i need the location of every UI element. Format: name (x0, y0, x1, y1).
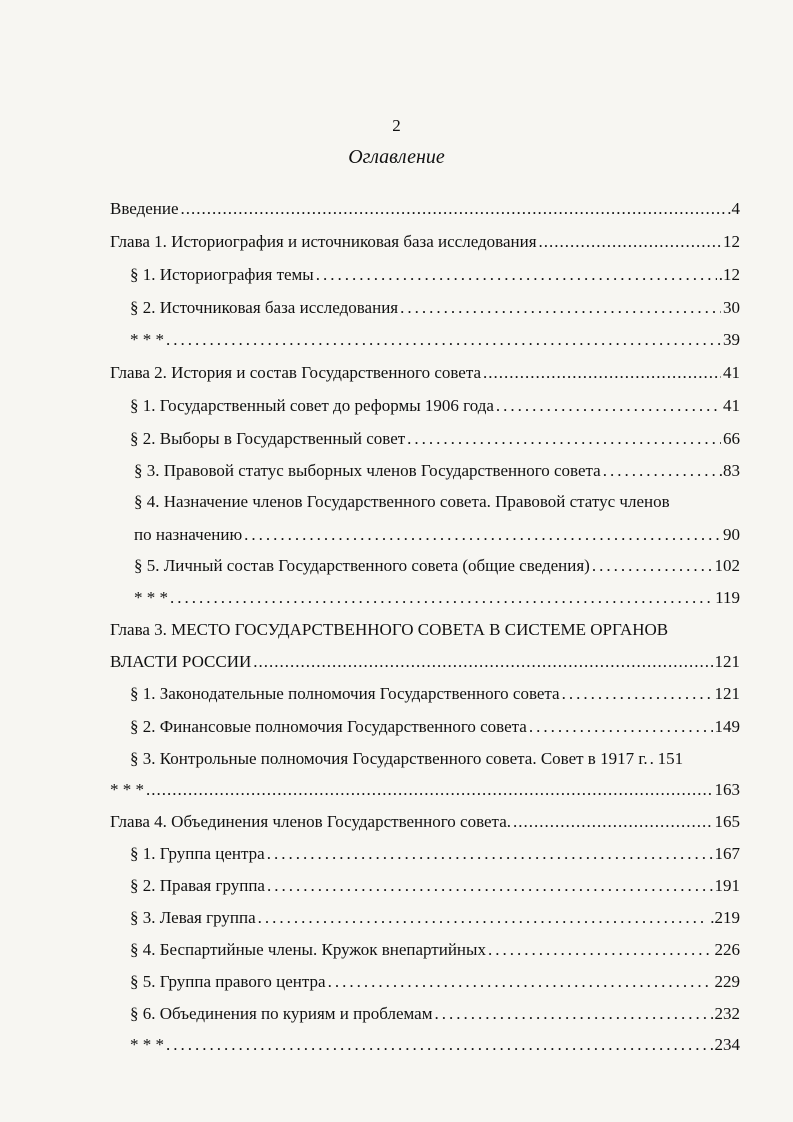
toc-entry-section (130, 875, 740, 897)
toc-entry-section (130, 1003, 740, 1025)
dot-leader (328, 971, 713, 993)
dot-leader (400, 297, 721, 319)
toc-entry-page: .219 (710, 908, 740, 927)
toc-entry-label: Глава 2. История и состав Государственного совета (110, 363, 482, 382)
toc-entry-label: § 1. Группа центра (130, 844, 265, 863)
toc-entry-label: * * * (130, 330, 164, 349)
toc-entry-introduction (110, 198, 740, 220)
dot-leader (316, 264, 717, 286)
toc-entry-label: * * * (130, 1035, 164, 1054)
toc-entry-chapter-3 (110, 619, 740, 641)
toc-entry-page: 90 (723, 525, 740, 544)
toc-entry-label: § 2. Источниковая база исследования (130, 298, 399, 317)
dot-leader (592, 555, 713, 577)
toc-entry-page: 226 (714, 940, 740, 959)
toc-entry-section-continuation (134, 524, 740, 546)
toc-entry-section (130, 843, 740, 865)
toc-entry-section (130, 907, 740, 929)
toc-entry-label: § 5. Группа правого центра (130, 972, 326, 991)
toc-entry-page: .12 (718, 265, 740, 284)
toc-entry-label: § 1. Историография темы (130, 265, 314, 284)
toc-entry-page: 66 (723, 429, 740, 448)
toc-entry-page: 39 (723, 330, 740, 349)
toc-entry-page: 41 (723, 396, 740, 415)
toc-entry-label: § 3. Правовой статус выборных членов Государственного совета (134, 461, 601, 480)
toc-entry-page: 12 (723, 232, 740, 251)
toc-entry-page: 234 (714, 1035, 740, 1054)
toc-entry-section (134, 491, 740, 513)
dot-leader (267, 875, 713, 897)
toc-entry-chapter-1 (110, 231, 740, 253)
dot-leader (267, 843, 713, 865)
page-number: 2 (392, 116, 401, 135)
toc-entry-page: 121 (714, 652, 740, 671)
toc-entry-chapter-4 (110, 811, 740, 833)
toc-entry-label: Глава 4. Объединения членов Государственного совета. (110, 812, 511, 831)
toc-entry-label: Глава 3. МЕСТО ГОСУДАРСТВЕННОГО СОВЕТА В СИСТЕМЕ ОРГАНОВ (110, 620, 669, 639)
toc-title: Оглавление (348, 146, 445, 168)
toc-entry-label: ВЛАСТИ РОССИИ (110, 652, 252, 671)
toc-entry-page: 121 (714, 684, 740, 703)
toc-entry-separator (130, 329, 740, 351)
toc-entry-label: § 1. Законодательные полномочия Государственного совета (130, 684, 560, 703)
toc-entry-page: .83 (718, 461, 740, 480)
dot-leader (166, 329, 721, 351)
dot-leader (603, 460, 717, 482)
toc-entry-section (130, 683, 740, 705)
toc-entry-page: 41 (723, 363, 740, 382)
dot-leader (483, 362, 721, 384)
toc-entry-label: Глава 1. Историография и источниковая база исследования (110, 232, 537, 251)
toc-entry-label: § 6. Объединения по куриям и проблемам (130, 1004, 433, 1023)
toc-entry-section (130, 428, 740, 450)
toc-entry-page: .4 (727, 199, 740, 218)
dot-leader (258, 907, 709, 929)
toc-entry-section (130, 971, 740, 993)
dot-leader (146, 779, 713, 801)
dot-leader (539, 231, 721, 253)
toc-entry-section (130, 297, 740, 319)
toc-entry-label: Введение (110, 199, 179, 218)
toc-entry-label: § 3. Левая группа (130, 908, 256, 927)
toc-entry-page: 191 (714, 876, 740, 895)
toc-entry-label: § 1. Государственный совет до реформы 1906 года (130, 396, 494, 415)
dot-leader (253, 651, 712, 673)
toc-entry-chapter-3-continuation (110, 651, 740, 673)
toc-entry-page: 165 (714, 812, 740, 831)
toc-entry-section (130, 716, 740, 738)
toc-entry-label: § 2. Финансовые полномочия Государственного совета (130, 717, 527, 736)
dot-leader (166, 1034, 713, 1056)
dot-leader (529, 716, 713, 738)
dot-leader (170, 587, 713, 609)
dot-leader (496, 395, 721, 417)
toc-entry-page: 151 (657, 749, 684, 768)
dot-leader (650, 748, 656, 770)
toc-entry-chapter-2 (110, 362, 740, 384)
toc-entry-page: 163 (714, 780, 740, 799)
toc-entry-label: § 2. Выборы в Государственный совет (130, 429, 406, 448)
dot-leader (407, 428, 721, 450)
toc-entry-label: § 4. Назначение членов Государственного совета. Правовой статус членов (134, 492, 670, 511)
toc-entry-section (130, 939, 740, 961)
toc-entry-page: 232 (714, 1004, 740, 1023)
toc-entry-label: § 5. Личный состав Государственного совета (общие сведения) (134, 556, 590, 575)
toc-entry-label: * * * (134, 588, 168, 607)
toc-entry-label: по назначению (134, 525, 243, 544)
toc-entry-label: * * * (110, 780, 144, 799)
toc-entry-separator (110, 779, 740, 801)
toc-entry-label: § 3. Контрольные полномочия Государственного совета. Совет в 1917 г. (130, 749, 648, 768)
toc-entry-label: § 2. Правая группа (130, 876, 265, 895)
dot-leader (181, 198, 726, 220)
dot-leader (244, 524, 721, 546)
toc-entry-page: 102 (714, 556, 740, 575)
dot-leader (562, 683, 713, 705)
toc-entry-label: § 4. Беспартийные члены. Кружок внепартийных (130, 940, 486, 959)
toc-entry-separator (134, 587, 740, 609)
dot-leader (434, 1003, 712, 1025)
dot-leader (513, 811, 713, 833)
toc-entry-section (130, 395, 740, 417)
toc-entry-page: 167 (714, 844, 740, 863)
dot-leader (488, 939, 713, 961)
toc-entry-page: 119 (715, 588, 740, 607)
toc-entry-page: 229 (714, 972, 740, 991)
toc-entry-section (134, 555, 740, 577)
toc-entry-page: 149 (714, 717, 740, 736)
toc-entry-section (130, 264, 740, 286)
toc-entry-section (130, 748, 740, 770)
toc-entry-separator (130, 1034, 740, 1056)
toc-entry-page: 30 (723, 298, 740, 317)
toc-entry-section (134, 460, 740, 482)
